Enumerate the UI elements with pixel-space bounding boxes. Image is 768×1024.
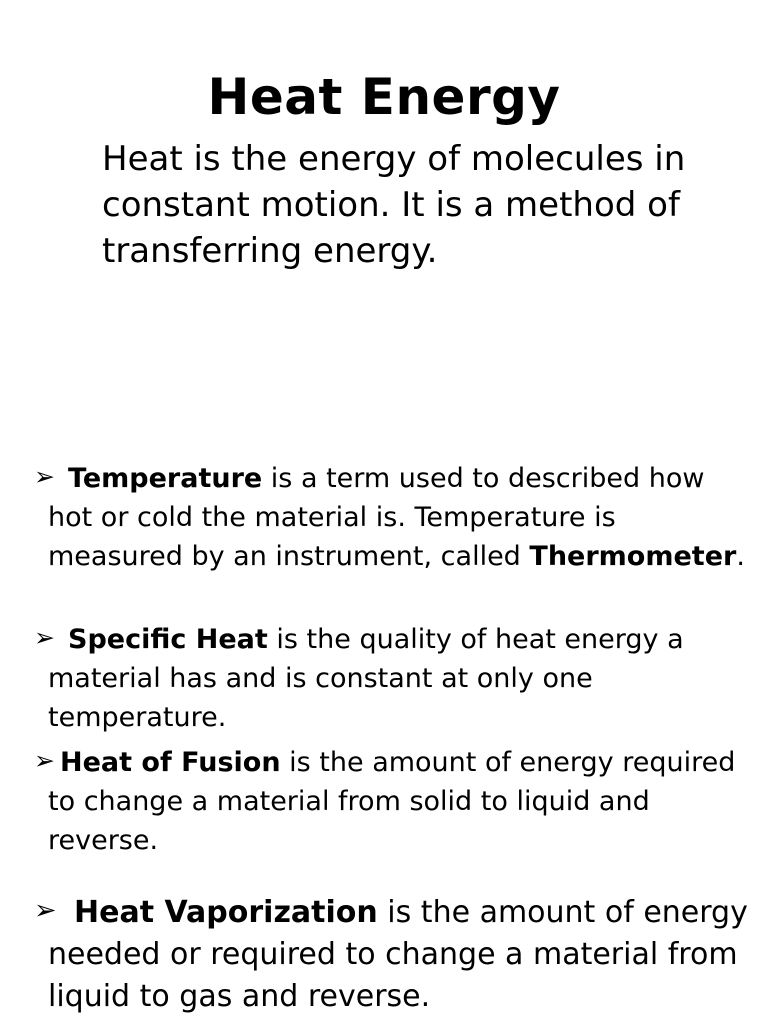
bullet-text: is the amount of energy needed or required to change a material from liquid to gas and reverse.: [48, 895, 748, 1014]
bullet-term-secondary: Thermometer: [529, 541, 737, 572]
bullet-item-specific-heat: [34, 620, 753, 737]
arrow-bullet-icon: ➢: [34, 895, 57, 926]
arrow-bullet-icon: ➢: [34, 623, 55, 652]
bullet-term: Heat Vaporization: [74, 895, 378, 930]
bullet-item-heat-vaporization: [34, 892, 753, 1018]
bullet-term: Temperature: [68, 463, 263, 494]
slide-title: Heat Energy: [207, 68, 561, 126]
bullet-text-end: .: [736, 541, 745, 572]
bullet-text: is a term used to described how hot or cold the material is. Temperature is measured by an instrument, called: [48, 463, 705, 572]
bullet-item-temperature: [34, 459, 753, 576]
arrow-bullet-icon: ➢: [34, 462, 55, 491]
slide-subtitle: Heat is the energy of molecules in constant motion. It is a method of transferring energy.: [102, 139, 686, 271]
bullet-text: is the quality of heat energy a material has and is constant at only one temperature.: [48, 624, 684, 733]
arrow-bullet-icon: ➢: [34, 746, 55, 775]
bullet-term: Heat of Fusion: [60, 747, 281, 778]
bullet-text: is the amount of energy required to change a material from solid to liquid and reverse.: [48, 747, 736, 856]
bullet-item-heat-of-fusion: [34, 743, 753, 860]
bullet-term: Specific Heat: [68, 624, 268, 655]
